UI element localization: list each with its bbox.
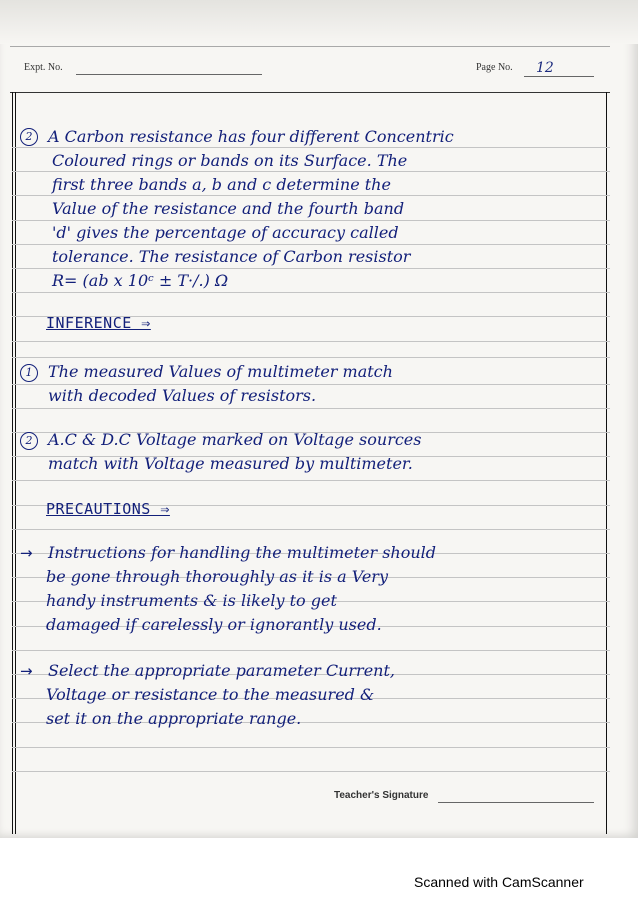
- inference-1-line-2: with decoded Values of resistors.: [48, 386, 317, 405]
- page-no-label: Page No.: [476, 62, 513, 73]
- paragraph-marker: 2: [20, 128, 38, 146]
- precaution-1-line-3: handy instruments & is likely to get: [46, 591, 337, 610]
- precaution-1-arrow: →: [20, 544, 33, 562]
- expt-no-blank: [76, 74, 262, 75]
- inference-heading: INFERENCE ⇒: [46, 314, 151, 332]
- expt-no-label: Expt. No.: [24, 62, 63, 73]
- page-no-blank: [524, 76, 594, 77]
- para1-line-4: Value of the resistance and the fourth band: [52, 199, 405, 218]
- precaution-2-line-1: Select the appropriate parameter Current,: [48, 661, 395, 680]
- precaution-1-line-2: be gone through thoroughly as it is a Very: [46, 567, 388, 586]
- para1-line-3: first three bands a, b and c determine the: [52, 175, 391, 194]
- teacher-signature-blank: [438, 802, 594, 803]
- para1-line-2: Coloured rings or bands on its Surface. The: [52, 151, 408, 170]
- page-top-shadow: [0, 0, 638, 44]
- header-rule: [10, 92, 610, 93]
- teacher-signature-label: Teacher's Signature: [334, 790, 429, 801]
- inference-2-marker: 2: [20, 432, 38, 450]
- inference-1-line-1: The measured Values of multimeter match: [48, 362, 393, 381]
- para1-line-5: 'd' gives the percentage of accuracy called: [52, 223, 399, 242]
- para1-line-1: A Carbon resistance has four different Concentric: [48, 127, 454, 146]
- para1-line-6: tolerance. The resistance of Carbon resistor: [52, 247, 411, 266]
- precaution-2-line-3: set it on the appropriate range.: [46, 709, 302, 728]
- precautions-heading: PRECAUTIONS ⇒: [46, 500, 170, 518]
- top-rule: [10, 46, 610, 47]
- precaution-1-line-1: Instructions for handling the multimeter should: [48, 543, 437, 562]
- inference-1-marker: 1: [20, 364, 38, 382]
- camscanner-watermark: Scanned with CamScanner: [414, 874, 584, 890]
- resistance-formula: R= (ab x 10ᶜ ± T·/.) Ω: [52, 271, 229, 290]
- precaution-2-arrow: →: [20, 662, 33, 680]
- precaution-1-line-4: damaged if carelessly or ignorantly used.: [46, 615, 382, 634]
- precaution-2-line-2: Voltage or resistance to the measured &: [46, 685, 375, 704]
- inference-2-line-1: A.C & D.C Voltage marked on Voltage sources: [48, 430, 422, 449]
- inference-2-line-2: match with Voltage measured by multimeter.: [48, 454, 413, 473]
- page-number: 12: [536, 60, 554, 76]
